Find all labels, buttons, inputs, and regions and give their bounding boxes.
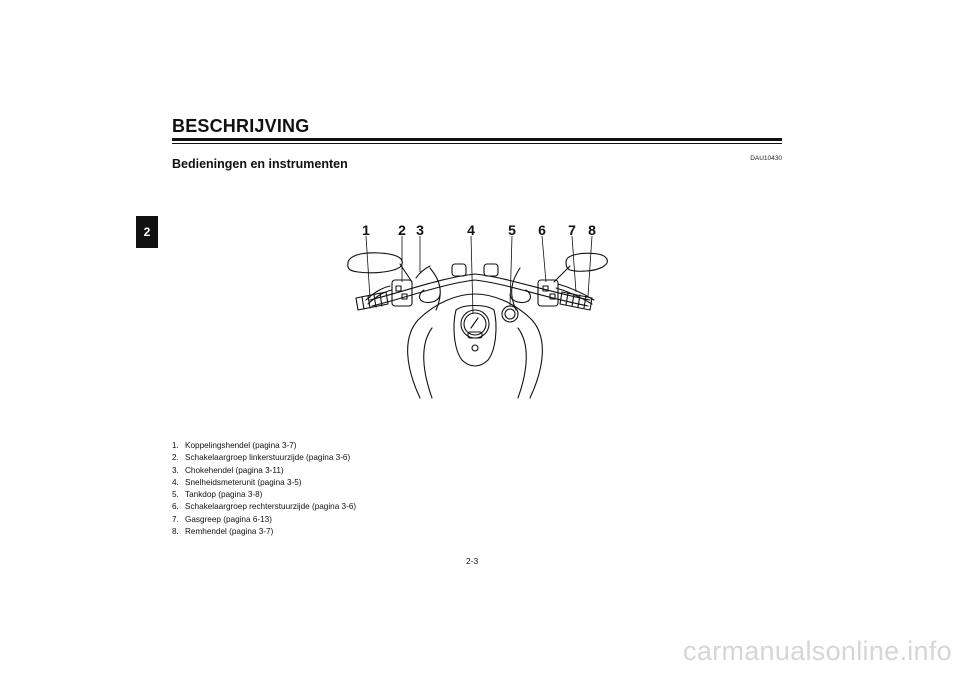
legend-number: 3. (172, 465, 179, 475)
legend-text: Schakelaargroep rechterstuurzijde (pagina 3-6) (185, 502, 357, 512)
handlebar-illustration (340, 220, 610, 400)
doc-code: DAU10430 (750, 155, 782, 162)
legend-item (172, 489, 356, 501)
callout-6: 6 (538, 222, 546, 238)
title-rule-thin (172, 143, 782, 144)
page-title: BESCHRIJVING (172, 116, 310, 136)
legend-number: 7. (172, 514, 179, 524)
callout-7: 7 (568, 222, 576, 238)
legend-number: 1. (172, 441, 179, 450)
watermark: carmanualsonline.info (683, 636, 952, 666)
legend-number: 6. (172, 502, 179, 512)
legend-text: Gasgreep (pagina 6-13) (185, 514, 272, 524)
legend-text: Snelheidsmeterunit (pagina 3-5) (185, 477, 302, 487)
legend-number: 2. (172, 453, 179, 463)
legend-item (172, 514, 356, 526)
legend-item (172, 501, 356, 513)
legend-item (172, 452, 356, 464)
legend-text: Chokehendel (pagina 3-11) (185, 465, 284, 475)
legend-item (172, 465, 356, 477)
callout-5: 5 (508, 222, 516, 238)
legend-list (172, 440, 356, 538)
callout-3: 3 (416, 222, 424, 238)
legend-text: Remhendel (pagina 3-7) (185, 527, 274, 537)
legend-number: 5. (172, 490, 179, 500)
legend-text: Tankdop (pagina 3-8) (185, 490, 263, 500)
callout-2: 2 (398, 222, 406, 238)
section-heading: Bedieningen en instrumenten (172, 157, 348, 171)
legend-item (172, 477, 356, 489)
legend-item (172, 440, 356, 452)
legend-number: 4. (172, 477, 179, 487)
callout-8: 8 (588, 222, 596, 238)
callout-4: 4 (467, 222, 475, 238)
title-rule-thick (172, 138, 782, 141)
legend-text: Schakelaargroep linkerstuurzijde (pagina 3-6) (185, 453, 351, 463)
page-number: 2-3 (466, 556, 479, 566)
callout-1: 1 (362, 222, 370, 238)
chapter-tab: 2 (136, 216, 158, 248)
legend-item (172, 526, 356, 538)
legend-text: Koppelingshendel (pagina 3-7) (185, 441, 297, 450)
legend-number: 8. (172, 527, 179, 537)
